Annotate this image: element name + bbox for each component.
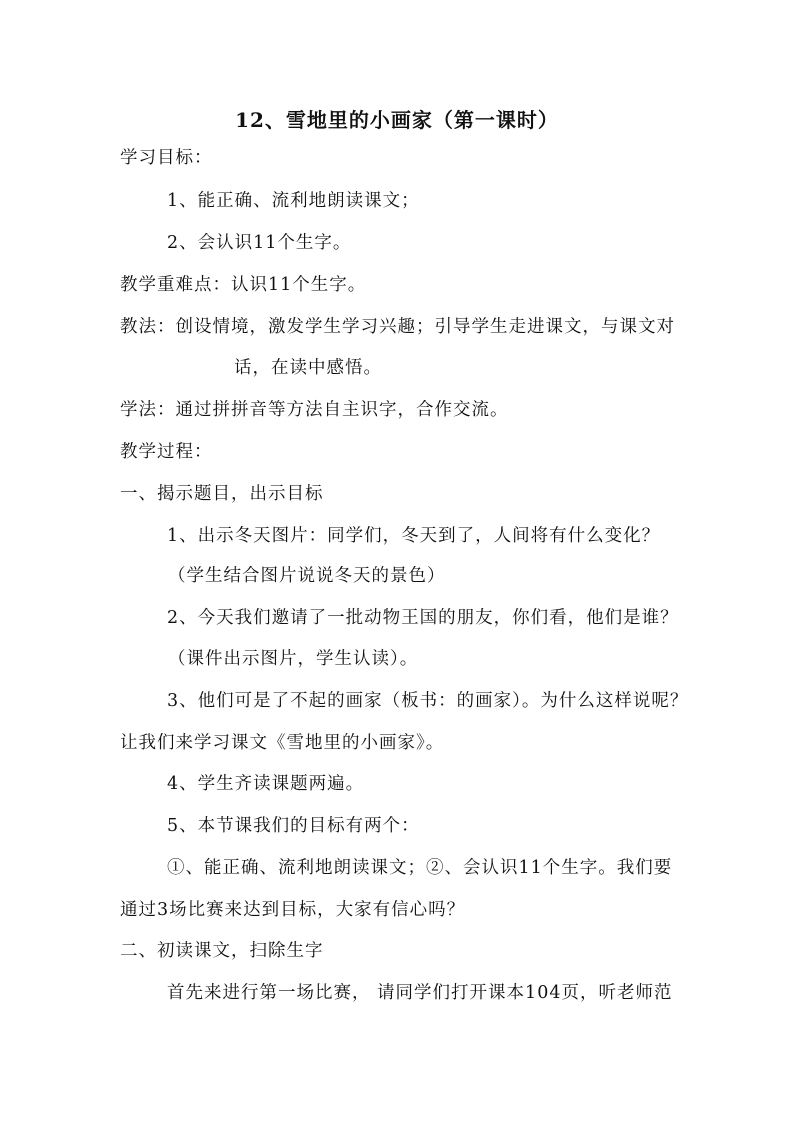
text-line: 首先来进行第一场比赛， 请同学们打开课本104页，听老师范 [167,983,673,1003]
text-line: 1、能正确、流利地朗读课文； [167,191,420,211]
text-line: 4、学生齐读课题两遍。 [167,774,365,794]
text-line: 让我们来学习课文《雪地里的小画家》。 [120,733,445,753]
text-line: 5、本节课我们的目标有两个： [167,816,420,836]
document-title: 12、雪地里的小画家（第一课时） [235,108,559,132]
text-line: ①、能正确、流利地朗读课文；②、会认识11个生字。我们要 [167,858,673,878]
text-line: 3、他们可是了不起的画家（板书：的画家）。为什么这样说呢？ [167,691,689,711]
text-line: 学习目标： [120,148,213,168]
text-line: 学法：通过拼拼音等方法自主识字，合作交流。 [120,400,509,420]
text-line: 2、今天我们邀请了一批动物王国的朋友，你们看，他们是谁？ [167,608,679,628]
text-line: 教法：创设情境，激发学生学习兴趣；引导学生走进课文，与课文对 [120,317,675,337]
text-line: 2、会认识11个生字。 [167,233,352,253]
text-line: 话，在读中感悟。 [234,358,382,378]
text-line: 一、揭示题目，出示目标 [120,484,324,504]
text-line: 通过3场比赛来达到目标，大家有信心吗？ [120,900,466,920]
text-line: 1、出示冬天图片：同学们，冬天到了，人间将有什么变化？ [167,526,661,546]
text-line: （学生结合图片说说冬天的景色） [168,566,446,586]
text-line: 二、初读课文，扫除生字 [120,941,324,961]
text-line: 教学重难点：认识11个生字。 [120,275,367,295]
text-line: （课件出示图片，学生认读）。 [168,649,419,669]
text-line: 教学过程： [120,442,213,462]
